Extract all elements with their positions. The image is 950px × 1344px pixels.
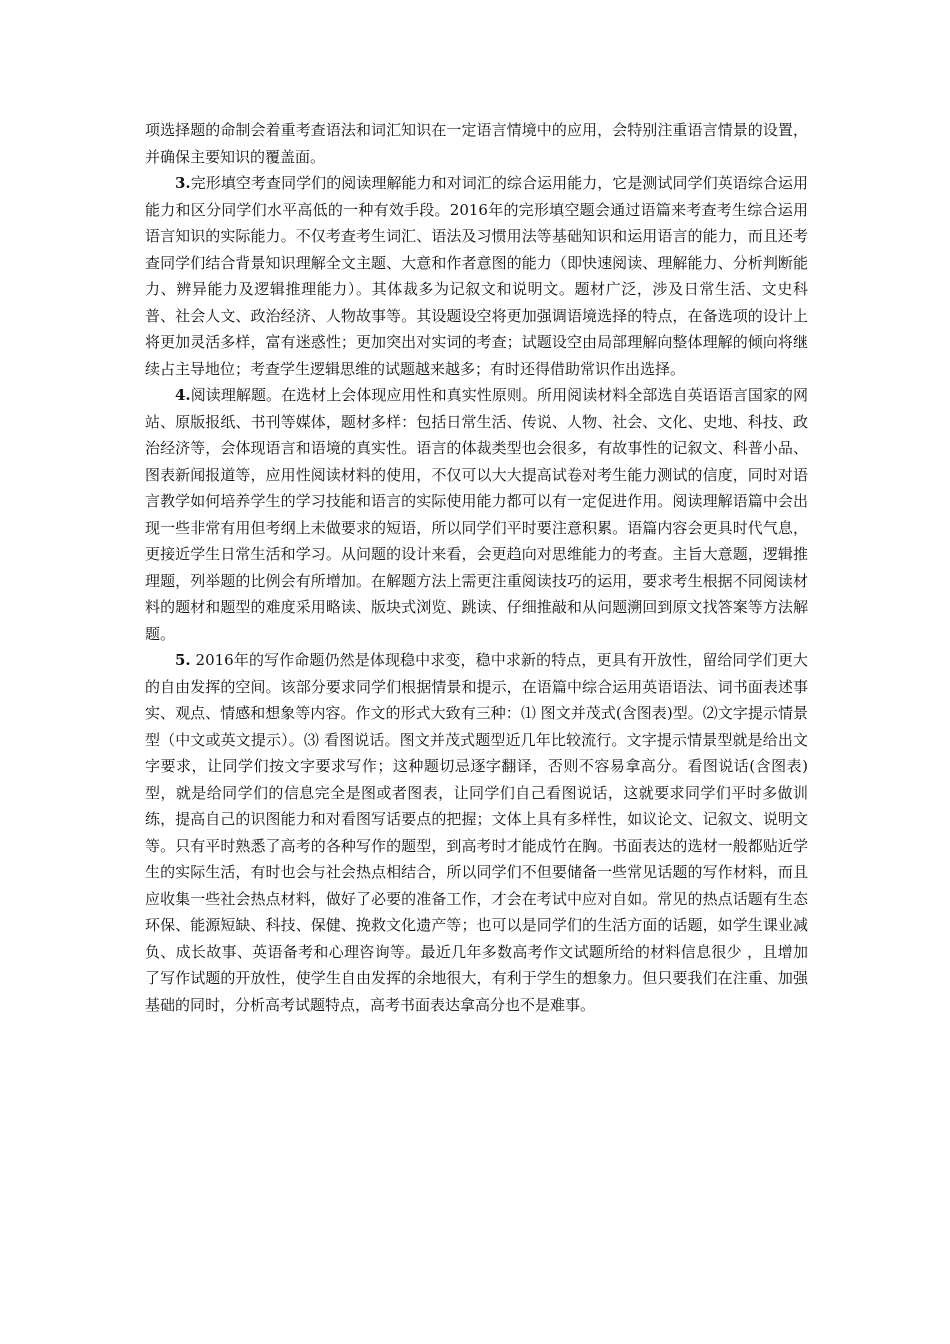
paragraph-text: 项选择题的命制会着重考查语法和词汇知识在一定语言情境中的应用，会特别注重语言情景的设置，并确保主要知识的覆盖面。: [145, 121, 808, 166]
paragraph-number: 4.: [175, 386, 191, 404]
paragraph-text: 2016年的写作命题仍然是体现稳中求变，稳中求新的特点，更具有开放性，留给同学们更大的自由发挥的空间。该部分要求同学们根据情景和提示，在语篇中综合运用英语语法、词书面表述事实、观点、情感和想象等内容。作文的形式大致有三种：⑴ 图文并茂式(含图表)型。⑵文字提示情景型（中文或英文提示）。⑶ 看图说话。图文并茂式题型近几年比较流行。文字提示情景型就是给出文字要求，让同学们按文字要求写作；这种题切忌逐字翻译，否则不容易拿高分。看图说话(含图表)型，就是给同学们的信息完全是图或者图表，让同学们自己看图说话，这就要求同学们平时多做训练，提高自己的识图能力和对看图写话要点的把握；文体上具有多样性，如议论文、记叙文、说明文等。只有平时熟悉了高考的各种写作的题型，到高考时才能成竹在胸。书面表达的选材一般都贴近学生的实际生活，有时也会与社会热点相结合，所以同学们不但要储备一些常见话题的写作材料，而且应收集一些社会热点材料，做好了必要的准备工作，才会在考试中应对自如。常见的热点话题有生态环保、能源短缺、科技、保健、挽救文化遗产等；也可以是同学们的生活方面的话题，如学生课业减负、成长故事、英语备考和心理咨询等。最近几年多数高考作文试题所给的材料信息很少 ，且增加了写作试题的开放性，使学生自由发挥的余地很大，有利于学生的想象力。但只要我们在注重、加强基础的同时，分析高考试题特点，高考书面表达拿高分也不是难事。: [145, 651, 808, 1014]
paragraph-reading: [145, 382, 808, 647]
paragraph-text: 完形填空考查同学们的阅读理解能力和对词汇的综合运用能力，它是测试同学们英语综合运用能力和区分同学们水平高低的一种有效手段。2016年的完形填空题会通过语篇来考查考生综合运用语言知识的实际能力。不仅考查考生词汇、语法及习惯用法等基础知识和运用语言的能力，而且还考查同学们结合背景知识理解全文主题、大意和作者意图的能力（即快速阅读、理解能力、分析判断能力、辨异能力及逻辑推理能力）。其体裁多为记叙文和说明文。题材广泛，涉及日常生活、文史科普、社会人文、政治经济、人物故事等。其设题设空将更加强调语境选择的特点，在备选项的设计上将更加灵活多样，富有迷惑性；更加突出对实词的考查；试题设空由局部理解向整体理解的倾向将继续占主导地位；考查学生逻辑思维的试题越来越多；有时还得借助常识作出选择。: [145, 174, 808, 378]
paragraph-number: 5.: [175, 651, 191, 669]
paragraph-text: 阅读理解题。在选材上会体现应用性和真实性原则。所用阅读材料全部选自英语语言国家的网站、原版报纸、书刊等媒体，题材多样：包括日常生活、传说、人物、社会、文化、史地、科技、政治经济等，会体现语言和语境的真实性。语言的体裁类型也会很多，有故事性的记叙文、科普小品、图表新闻报道等，应用性阅读材料的使用，不仅可以大大提高试卷对考生能力测试的信度，同时对语言教学如何培养学生的学习技能和语言的实际使用能力都可以有一定促进作用。阅读理解语篇中会出现一些非常有用但考纲上未做要求的短语，所以同学们平时要注意积累。语篇内容会更具时代气息，更接近学生日常生活和学习。从问题的设计来看，会更趋向对思维能力的考查。主旨大意题，逻辑推理题，列举题的比例会有所增加。在解题方法上需更注重阅读技巧的运用，要求考生根据不同阅读材料的题材和题型的难度采用略读、版块式浏览、跳读、仔细推敲和从问题溯回到原文找答案等方法解题。: [145, 386, 808, 643]
paragraph-number: 3.: [175, 174, 191, 192]
document-page: [145, 117, 808, 1018]
paragraph-continuation: [145, 117, 808, 170]
paragraph-writing: [145, 647, 808, 1018]
paragraph-cloze: [145, 170, 808, 382]
